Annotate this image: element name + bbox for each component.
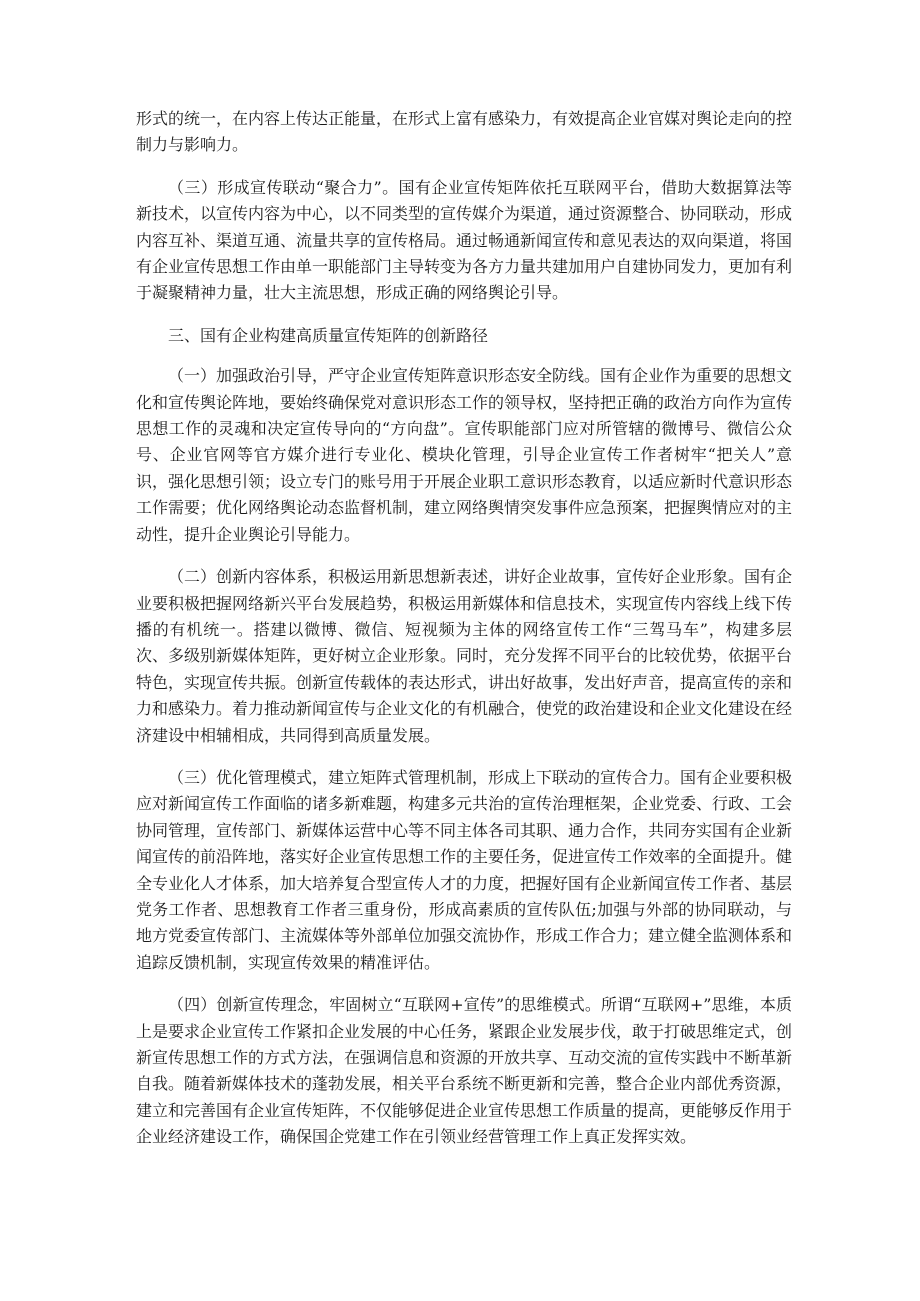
paragraph-management-model: （三）优化管理模式，建立矩阵式管理机制，形成上下联动的宣传合力。国有企业要积极应对新闻宣传工作面临的诸多新难题，构建多元共治的宣传治理框架，企业党委、行政、工会协同管理，宣传部门、新媒体运营中心等不同主体各司其职、通力合作，共同夯实国有企业新闻宣传的前沿阵地，落实好企业宣传思想工作的主要任务，促进宣传工作效率的全面提升。健全专业化人才体系，加大培养复合型宣传人才的力度，把握好国有企业新闻宣传工作者、基层党务工作者、思想教育工作者三重身份，形成高素质的宣传队伍;加强与外部的协同联动，与地方党委宣传部门、主流媒体等外部单位加强交流协作，形成工作合力；建立健全监测体系和追踪反馈机制，实现宣传效果的精准评估。 <box>136 767 793 972</box>
paragraph-political-guidance: （一）加强政治引导，严守企业宣传矩阵意识形态安全防线。国有企业作为重要的思想文化和宣传舆论阵地，要始终确保党对意识形态工作的领导权，坚持把正确的政治方向作为宣传思想工作的灵魂和决定宣传导向的“方向盘”。宣传职能部门应对所管辖的微博号、微信公众号、企业官网等官方媒介进行专业化、模块化管理，引导企业宣传工作者树牢“把关人”意识，强化思想引领；设立专门的账号用于开展企业职工意识形态教育，以适应新时代意识形态工作需要；优化网络舆论动态监督机制，建立网络舆情突发事件应急预案，把握舆情应对的主动性，提升企业舆论引导能力。 <box>136 366 793 544</box>
section-heading: 三、国有企业构建高质量宣传矩阵的创新路径 <box>168 325 489 345</box>
paragraph-continuation: 形式的统一，在内容上传达正能量，在形式上富有感染力，有效提高企业官媒对舆论走向的控制力与影响力。 <box>136 109 793 155</box>
paragraph-publicity-concept: （四）创新宣传理念，牢固树立“互联网+宣传”的思维模式。所谓“互联网+”思维，本质上是要求企业宣传工作紧扣企业发展的中心任务，紧跟企业发展步伐，敢于打破思维定式，创新宣传思想工作的方式方法，在强调信息和资源的开放共享、互动交流的宣传实践中不断革新自我。随着新媒体技术的蓬勃发展，相关平台系统不断更新和完善，整合企业内部优秀资源，建立和完善国有企业宣传矩阵，不仅能够促进企业宣传思想工作质量的提高，更能够反作用于企业经济建设工作，确保国企党建工作在引领业经营管理工作上真正发挥实效。 <box>136 995 793 1147</box>
document-page <box>136 106 792 1167</box>
paragraph-content-system: （二）创新内容体系，积极运用新思想新表述，讲好企业故事，宣传好企业形象。国有企业要积极把握网络新兴平台发展趋势，积极运用新媒体和信息技术，实现宣传内容线上线下传播的有机统一。搭建以微博、微信、短视频为主体的网络宣传工作“三驾马车”，构建多层次、多级别新媒体矩阵，更好树立企业形象。同时，充分发挥不同平台的比较优势，依据平台特色，实现宣传共振。创新宣传载体的表达形式，讲出好故事，发出好声音，提高宣传的亲和力和感染力。着力推动新闻宣传与企业文化的有机融合，使党的政治建设和企业文化建设在经济建设中相辅相成，共同得到高质量发展。 <box>136 567 793 745</box>
paragraph-publicity-linkage: （三）形成宣传联动“聚合力”。国有企业宣传矩阵依托互联网平台，借助大数据算法等新技术，以宣传内容为中心，以不同类型的宣传媒介为渠道，通过资源整合、协同联动，形成内容互补、渠道互通、流量共享的宣传格局。通过畅通新闻宣传和意见表达的双向渠道，将国有企业宣传思想工作由单一职能部门主导转变为各方力量共建加用户自建协同发力，更加有利于凝聚精神力量，壮大主流思想，形成正确的网络舆论引导。 <box>136 177 793 303</box>
